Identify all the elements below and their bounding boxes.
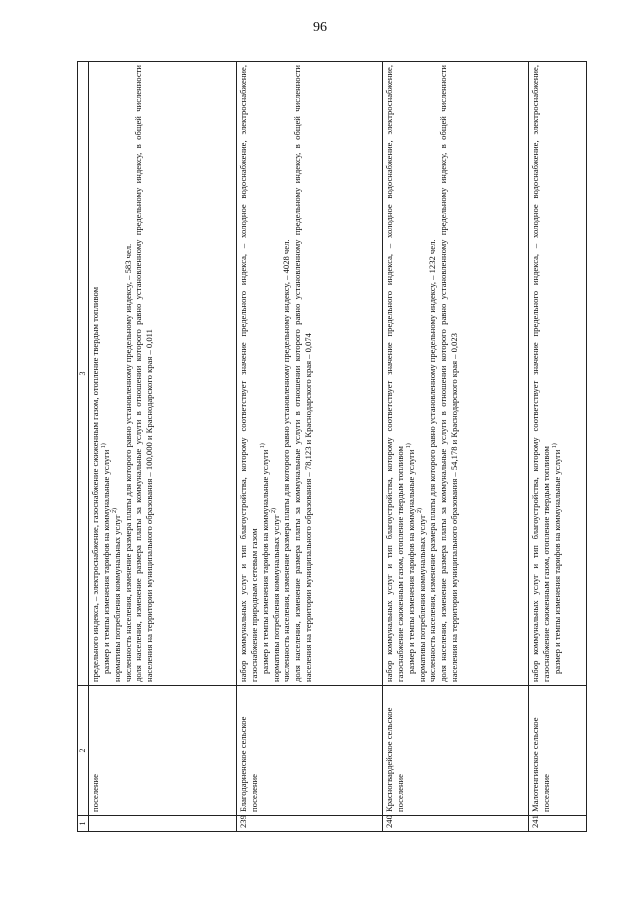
indicator-description (529, 62, 587, 686)
table-row (529, 62, 587, 832)
indicator-description (89, 62, 237, 686)
table-row (89, 62, 237, 832)
description-line: набор коммунальных услуг и тип благоустройства, которому соответствует значение предельного индекса, – холодное водоснабжение, электроснабжение, газоснабжение сжиженным газом, отопление твердым топливом (384, 65, 405, 682)
description-line: размер и темпы изменения тарифов на коммунальные услуги $^{1)}$ (259, 443, 270, 674)
municipality-name: поселение (89, 686, 237, 816)
column-header: 1 (78, 816, 89, 832)
description-line: численность населения, изменение размера платы для которого равно установленному предельному индексу, – 1232 чел. (427, 239, 438, 682)
footnote-marker: 1) (551, 443, 558, 450)
description-line: нормативы потребления коммунальных услуг $^{2)}$ (416, 508, 427, 682)
footnote-marker: 2) (416, 508, 423, 515)
description-line: размер и темпы изменения тарифов на коммунальные услуги $^{1)}$ (551, 443, 562, 674)
municipality-name: Благодарненское сельское поселение (237, 686, 383, 816)
table-row (237, 62, 383, 832)
description-line: численность населения, изменение размера платы для которого равно установленному предельному индексу, – 583 чел. (122, 243, 133, 682)
page-number: 96 (313, 20, 327, 35)
description-line: доля населения, изменение размера платы за коммунальные услуги в отношении которого равно установленному предельному индексу, в общей численности населения на территории муниципального образования – 100,000 и Краснодарского края – 0,011 (133, 65, 155, 682)
row-number: 241 (529, 816, 587, 832)
indicator-description (237, 62, 383, 686)
description-line: размер и темпы изменения тарифов на коммунальные услуги $^{1)}$ (100, 443, 111, 674)
index-table (77, 61, 587, 832)
description-line: предельного индекса, – электроснабжение, газоснабжение сжиженным газом, отопление твердым топливом (90, 286, 101, 682)
indicator-description (383, 62, 529, 686)
table-header-row (78, 62, 89, 832)
footnote-marker: 2) (270, 508, 277, 515)
footnote-marker: 1) (101, 443, 108, 450)
row-number: 239 (237, 816, 383, 832)
description-line: доля населения, изменение размера платы за коммунальные услуги в отношении которого равно установленному предельному индексу, в общей численности населения на территории муниципального образования – 78,123 и Краснодарского края – 0,074 (292, 65, 314, 682)
description-line: нормативы потребления коммунальных услуг $^{2)}$ (270, 508, 281, 682)
table-row (383, 62, 529, 832)
footnote-marker: 2) (111, 508, 118, 515)
municipality-name: Малотенгинское сельское поселение (529, 686, 587, 816)
description-line: численность населения, изменение размера платы для которого равно установленному предельному индексу, – 4028 чел. (281, 239, 292, 682)
description-line: набор коммунальных услуг и тип благоустройства, которому соответствует значение предельного индекса, – холодное водоснабжение, электроснабжение, газоснабжение природным сетевым газом (238, 65, 259, 682)
description-line: доля населения, изменение размера платы за коммунальные услуги в отношении которого равно установленному предельному индексу, в общей численности населения на территории муниципального образования – 54,178 и Краснодарского края – 0,023 (438, 65, 460, 682)
row-number (89, 816, 237, 832)
municipality-name: Красногвардейское сельское поселение (383, 686, 529, 816)
description-line: размер и темпы изменения тарифов на коммунальные услуги $^{1)}$ (405, 443, 416, 674)
description-line: набор коммунальных услуг и тип благоустройства, которому соответствует значение предельного индекса, – холодное водоснабжение, электроснабжение, газоснабжение сжиженным газом, отопление твердым топливом (530, 65, 551, 682)
column-header: 3 (78, 62, 89, 686)
rotated-table-container (77, 62, 587, 832)
column-header: 2 (78, 686, 89, 816)
footnote-marker: 1) (259, 443, 266, 450)
description-line: нормативы потребления коммунальных услуг $^{2)}$ (111, 508, 122, 682)
footnote-marker: 1) (405, 443, 412, 450)
row-number: 240 (383, 816, 529, 832)
